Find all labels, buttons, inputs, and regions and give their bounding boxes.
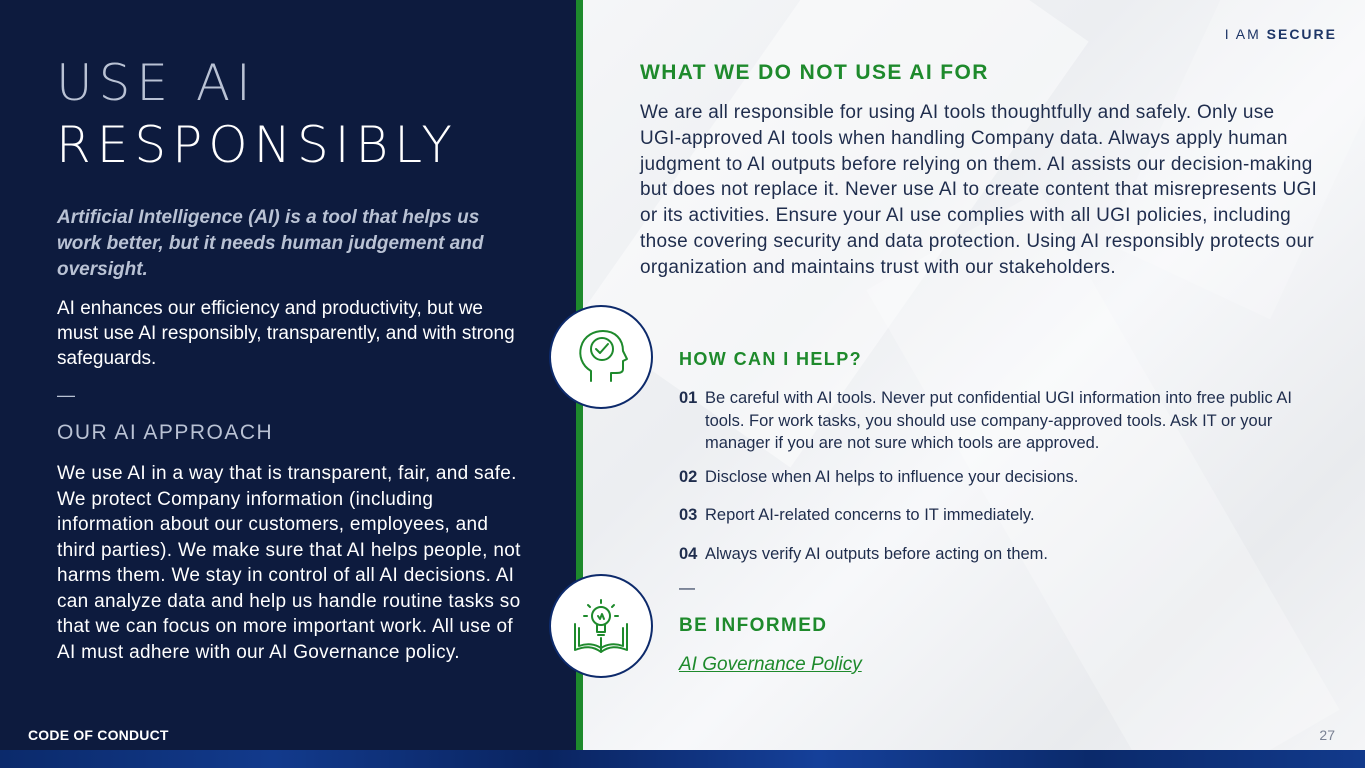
help-item-text: Report AI-related concerns to IT immediately.: [705, 506, 1035, 524]
approach-body-text: We use AI in a way that is transparent, fair, and safe. We protect Company information (including information about our customers, employees, and third parties). We make sure that AI helps people, not harms them. We stay in control of all AI decisions. AI can analyze data and help us handle routine tasks so that we can focus on more important work. All use of AI must adhere with our AI Governance policy.: [57, 463, 521, 663]
help-item-number: 03: [679, 506, 698, 524]
help-item: [679, 504, 1319, 527]
help-item-text: Be careful with AI tools. Never put confidential UGI information into free public AI tools. For work tasks, you should use company-approved tools. Ask IT or your manager if you are not sure which tools are approved.: [705, 389, 1292, 452]
section-dash: —: [679, 580, 695, 597]
book-lightbulb-icon: [549, 574, 653, 678]
help-item: [679, 387, 1319, 455]
title-line-1: USE AI: [56, 54, 257, 112]
help-heading: HOW CAN I HELP?: [679, 349, 862, 369]
head-check-icon: [549, 305, 653, 409]
approach-heading: OUR AI APPROACH: [57, 421, 274, 444]
brand-tagline: [1225, 26, 1337, 42]
help-item-number: 01: [679, 389, 698, 407]
help-item: [679, 466, 1319, 489]
page-title: [56, 52, 556, 176]
bottom-decorative-bar: [0, 750, 1365, 768]
intro-body-text: AI enhances our efficiency and productivity, but we must use AI responsibly, transparently, and with strong safeguards.: [57, 298, 515, 369]
title-line-2: RESPONSIBLY: [56, 116, 458, 174]
page-number: 27: [1319, 727, 1335, 743]
footer-code-of-conduct: CODE OF CONDUCT: [28, 727, 169, 743]
brand-prefix: I AM: [1224, 26, 1267, 42]
dont-use-body-text: We are all responsible for using AI tools thoughtfully and safely. Only use UGI-approved AI tools when handling Company data. Always apply human judgment to AI outputs before relying on them. AI assists our decision-making but does not replace it. Never use AI to create content that misrepresents UGI or its activities. Ensure your AI use complies with all UGI policies, including those covering security and data protection. Using AI responsibly protects our organization and maintains trust with our stakeholders.: [640, 102, 1318, 278]
brand-strong: SECURE: [1266, 26, 1337, 42]
dont-use-heading: WHAT WE DO NOT USE AI FOR: [640, 61, 989, 84]
help-item: [679, 543, 1319, 566]
help-item-number: 02: [679, 468, 698, 486]
section-dash: —: [57, 385, 75, 405]
help-item-text: Disclose when AI helps to influence your decisions.: [705, 468, 1079, 486]
be-informed-heading: BE INFORMED: [679, 615, 828, 636]
ai-governance-policy-link[interactable]: AI Governance Policy: [679, 654, 862, 675]
intro-italic-text: Artificial Intelligence (AI) is a tool that helps us work better, but it needs human judgement and oversight.: [57, 207, 484, 280]
help-item-text: Always verify AI outputs before acting on them.: [705, 545, 1049, 563]
help-item-number: 04: [679, 545, 698, 563]
